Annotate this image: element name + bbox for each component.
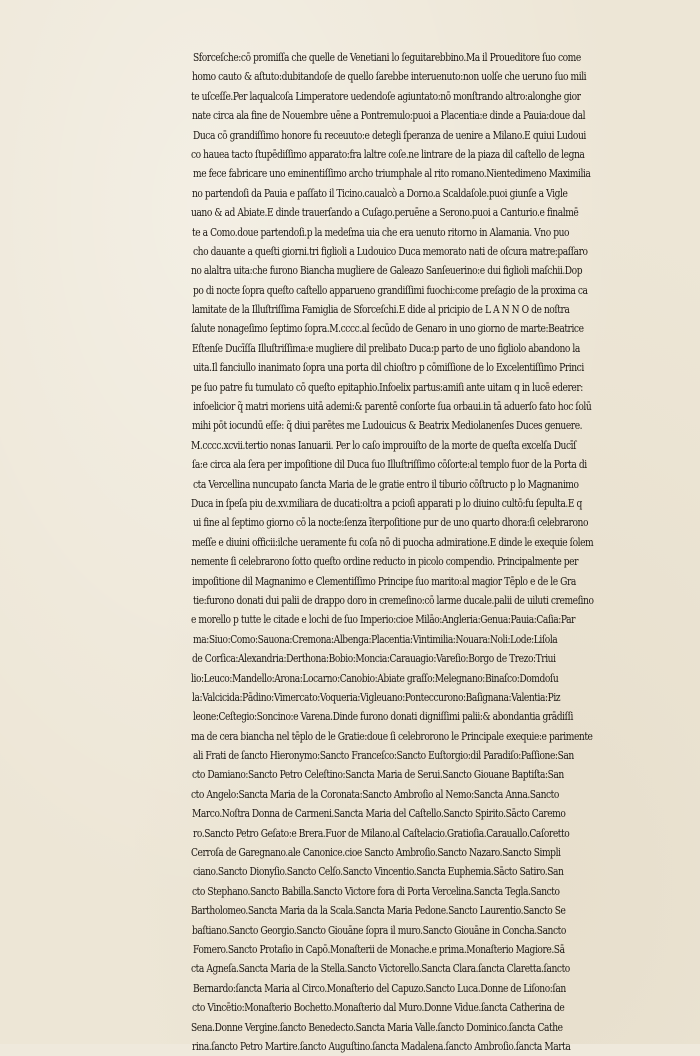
text-line: nemente ſi celebrarono ſotto queſto ordine reducto in picolo compendio. Principalmente per <box>191 554 579 569</box>
text-block <box>192 48 680 1056</box>
text-line: homo cauto & aſtuto:dubitandoſe de quello ſarebbe interuenuto:non uolſe che ueruno ſuo mili <box>192 69 587 84</box>
text-line: Bartholomeo.Sancta Maria da la Scala.Sancta Maria Pedone.Sancto Laurentio.Sancto Se <box>191 903 566 918</box>
text-line: uita.Il fanciullo inanimato ſopra una porta dil chioſtro p cōmiſſione de lo Excelentiſſimo Princi <box>193 360 584 375</box>
text-line: e morello p tutte le citade e lochi de ſuo Imperio:cioe Milāo:Angleria:Genua:Pauia:Caſia:Par <box>191 612 576 627</box>
text-line: cho dauante a queſti giorni.tri figlioli a Ludouico Duca memorato nati de oſcura matre:paſſaro <box>193 243 588 258</box>
text-line: baſtiano.Sancto Georgio.Sancto Giouāne ſopra il muro.Sancto Giouāne in Concha.Sancto <box>192 922 566 937</box>
text-line: ſa:e circa ala ſera per impoſitione dil Duca ſuo Illuſtriſſimo cōſorte:al templo fuor de la Porta di <box>192 457 587 472</box>
text-line: te a Como.doue partendoſi.p la medeſma uia che era uenuto ritorno in Alamania. Vno puo <box>192 224 570 239</box>
text-line: co hauea tacto ſtupēdiſſimo apparato:fra laltre coſe.ne lintrare de la piaza dil caſtello de legna <box>191 146 585 161</box>
text-line: rina.ſancto Petro Martire.ſancto Auguſtino.ſancta Madalena.ſancto Ambroſio.ſancta Marta <box>192 1038 571 1053</box>
text-line: la:Valcicida:Pādino:Vimercato:Voqueria:Vigleuano:Ponteccurono:Baſignana:Valentia:Piz <box>192 689 561 704</box>
text-line: cto Angelo:Sancta Maria de la Coronata:Sancto Ambroſio al Nemo:Sancta Anna.Sancto <box>191 786 559 801</box>
text-line: ſalute nonageſimo ſeptimo ſopra.M.cccc.al ſecūdo de Genaro in uno giorno de marte:Beatrice <box>191 321 584 336</box>
text-line: pe ſuo patre fu tumulato cō queſto epitaphio.Infoelix partus:amiſi ante uitam q in lucē ederer: <box>191 379 583 394</box>
text-line: Marco.Noſtra Donna de Carmeni.Sancta Maria del Caſtello.Sancto Spirito.Sācto Caremo <box>192 806 566 821</box>
text-line: ma de cera biancha nel tēplo de le Gratie:doue ſi celebrorono le Principale exequie:e parimente <box>191 728 593 743</box>
text-line: ro.Sancto Petro Geſato:e Brera.Fuor de Milano.al Caſtelacio.Gratioſia.Carauallo.Caſoretto <box>193 825 570 840</box>
text-line: cto Damiano:Sancto Petro Celeſtino:Sancta Maria de Serui.Sancto Giouane Baptiſta:San <box>192 767 564 782</box>
text-line: cto Vincētio:Monaſterio Bochetto.Monaſterio dal Muro.Donne Vidue.ſancta Catherina de <box>192 1000 565 1015</box>
text-line: no alaltra uita:che furono Biancha mugliere de Galeazo Sanſeuerino:e dui figlioli maſchii.Dop <box>191 263 583 278</box>
text-line: mihi pōt iocundū eſſe: q̃ diui parētes me Ludouicus & Beatrix Mediolanenſes Duces genuere. <box>192 418 583 433</box>
text-line: infoelicior q̃ matri moriens uitā ademi:& parentē conſorte ſua orbaui.in tā aduerſo fato hoc ſolū <box>193 399 592 414</box>
text-line: leone:Ceſtegio:Soncino:e Varena.Dinde furono donati digniſſimi palii:& abondantia grādiſſi <box>193 709 573 724</box>
text-line: cta Vercellina nuncupato ſancta Maria de le gratie entro il tiburio cōſtructo p lo Magnanimo <box>193 476 579 491</box>
text-line: lio:Leuco:Mandello:Arona:Locarno:Canobio:Abiate graſſo:Melegnano:Binaſco:Domdoſu <box>191 670 559 685</box>
text-line: uano & ad Abiate.E dinde trauerſando a Cuſago.peruēne a Serono.puoi a Canturio.e finalmē <box>191 205 579 220</box>
text-line: Cerroſa de Garegnano.ale Canonice.cioe Sancto Ambroſio.Sancto Nazaro.Sancto Simpli <box>191 845 561 860</box>
text-line: te uſceſſe.Per laqualcoſa Limperatore uedendoſe agiuntato:nō monſtrando altro:alonghe gior <box>191 88 581 103</box>
text-line: Sforceſche:cō promiſſa che quelle de Venetiani lo ſeguitarebbino.Ma il Proueditore ſuo come <box>193 50 581 64</box>
text-line: lamitate de la Illuſtriſſima Famiglia de Sforceſchi.E dide al pricipio de L A N N O de noſtra <box>192 302 570 317</box>
text-line: Duca cō grandiſſimo honore fu receuuto:e detegli ſperanza de uenire a Milano.E quiui Ludoui <box>193 127 586 142</box>
text-line: nate circa ala fine de Nouembre uēne a Pontremulo:puoi a Placentia:e dinde a Pauia:doue dal <box>192 108 586 123</box>
text-line: me fece fabricare uno eminentiſſimo archo triumphale al rito romano.Nientedimeno Maximilia <box>193 166 591 181</box>
text-line: Sena.Donne Vergine.ſancto Benedecto.Sancta Maria Valle.ſancto Dominico.ſancta Cathe <box>191 1019 563 1034</box>
text-line: meſſe e diuini officii:ilche ueramente fu coſa nō di puocha admiratione.E dinde le exequie ſolem <box>192 534 594 549</box>
text-line: Duca in ſpeſa piu de.xv.miliara de ducati:oltra a pcioſi apparati p lo diuino cultō:fu ſepulta.E q <box>191 495 582 510</box>
text-line: no partendoſi da Pauia e paſſato il Ticino.caualcò a Dorno.a Scaldaſole.puoi giunſe a Vigle <box>192 185 568 200</box>
text-line: impoſitione dil Magnanimo e Clementiſſimo Principe ſuo marito:al magior Tēplo e de le Gra <box>192 573 576 588</box>
text-line: tie:furono donati dui palii de drappo doro in cremeſino:cō larme ducale.palii de uiluti cremeſino <box>193 592 594 607</box>
text-line: Eſtenſe Ducīſſa Illuſtriſſima:e mugliere dil prelibato Duca:p parto de uno figliolo abandono la <box>192 340 580 355</box>
text-line: ali Frati de ſancto Hieronymo:Sancto Franceſco:Sancto Euſtorgio:dil Paradiſo:Paſſione:San <box>193 748 574 763</box>
text-line: Fomero.Sancto Protaſio in Capō.Monaſterii de Monache.e prima.Monaſterio Magiore.Sā <box>193 941 565 956</box>
text-line: cta Agneſa.Sancta Maria de la Stella.Sancto Victorello.Sancta Clara.ſancta Claretta.ſancto <box>191 961 570 976</box>
text-line: cto Stephano.Sancto Babilla.Sancto Victore fora di Porta Vercelina.Sancta Tegla.Sancto <box>192 883 560 898</box>
text-line: Bernardo:ſancta Maria al Circo.Monaſterio del Capuzo.Sancto Luca.Donne de Liſono:ſan <box>193 980 566 995</box>
text-line: ui fine al ſeptimo giorno cō la nocte:ſenza īterpoſitione pur de uno quarto dhora:ſi celebrarono <box>193 515 588 530</box>
text-line: ma:Siuo:Como:Sauona:Cremona:Albenga:Placentia:Vintimilia:Nouara:Noli:Lode:Liſola <box>193 631 558 646</box>
text-line: ciano.Sancto Dionyſio.Sancto Celſo.Sancto Vincentio.Sancta Euphemia.Sācto Satiro.San <box>193 864 564 879</box>
text-line: de Corſica:Alexandria:Derthona:Bobio:Moncia:Carauagio:Vareſio:Borgo de Trezo:Triui <box>192 651 556 666</box>
text-line: M.cccc.xcvii.tertio nonas Ianuarii. Per lo caſo improuiſto de la morte de queſta excelſa Ducīſ <box>191 437 577 452</box>
text-line: po di nocte ſopra queſto caſtello apparueno grandiſſimi fuochi:come preſagio de la proxima ca <box>193 282 588 297</box>
